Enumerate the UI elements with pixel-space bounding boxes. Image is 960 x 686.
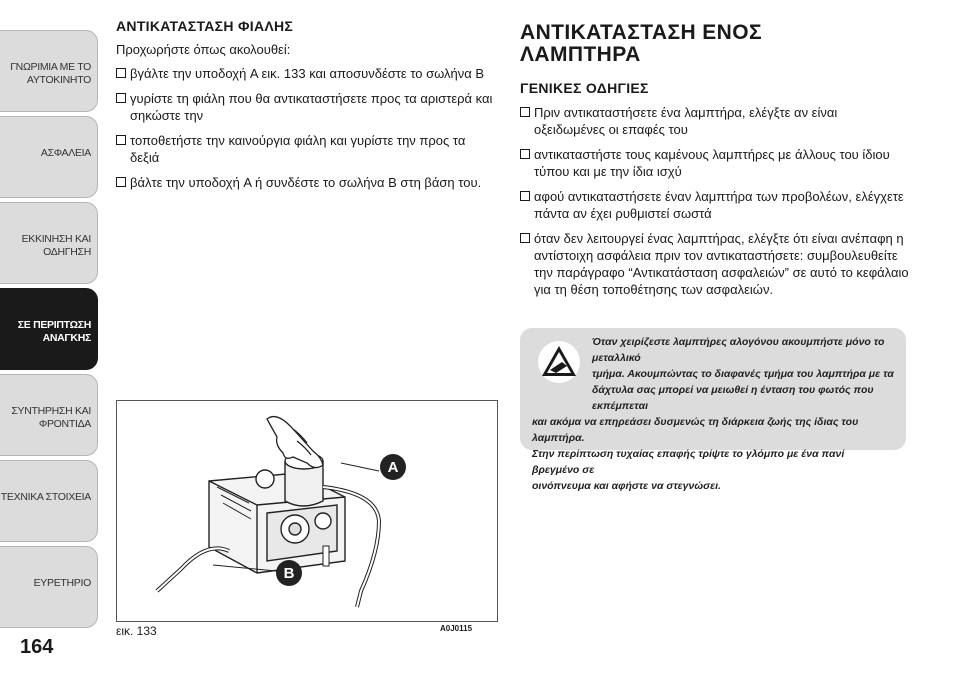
page-number: 164 — [20, 636, 54, 658]
warning-line: και ακόμα να επηρεάσει δυσμενώς τη διάρκεια ζωής της ίδιας του λαμπτήρα. — [532, 416, 859, 444]
tab-safety[interactable] — [0, 116, 98, 198]
tab-label: ΣΕ ΠΕΡΙΠΤΩΣΗ ΑΝΑΓΚΗΣ — [17, 319, 91, 344]
section-heading: ΑΝΤΙΚΑΤΑΣΤΑΣΗ ΦΙΑΛΗΣ — [116, 18, 294, 34]
label-a: A — [387, 459, 399, 476]
list-item: αντικαταστήστε τους καμένους λαμπτήρες με άλλους του ίδιου τύπου και με την ίδια ισχύ — [520, 146, 910, 180]
list-item: γυρίστε τη φιάλη που θα αντικαταστήσετε προς τα αριστερά και σηκώστε την — [116, 90, 496, 124]
warning-line: δάχτυλα σας μπορεί να μειωθεί η ένταση του φωτός που εκπέμπεται — [592, 384, 874, 412]
list-item: αφού αντικαταστήσετε έναν λαμπτήρα των προβολέων, ελέγχετε πάντα αν έχει ρυθμιστεί σωστά — [520, 188, 910, 222]
list-item: Πριν αντικαταστήσετε ένα λαμπτήρα, ελέγξτε αν είναι οξειδωμένες οι επαφές του — [520, 104, 910, 138]
figure-code: A0J0115 — [440, 624, 473, 633]
label-b: B — [283, 565, 295, 582]
list-item: βάλτε την υποδοχή A ή συνδέστε το σωλήνα B στη βάση του. — [116, 174, 496, 191]
left-column — [116, 18, 496, 199]
main-heading — [520, 22, 910, 66]
tab-technical-data[interactable] — [0, 460, 98, 542]
warning-triangle-icon — [534, 340, 584, 384]
warning-line: Στην περίπτωση τυχαίας επαφής τρίψτε το γλόμπο με ένα πανί βρεγμένο σε — [532, 448, 845, 476]
tab-getting-to-know[interactable] — [0, 30, 98, 112]
warning-text — [532, 334, 894, 494]
main-heading-line1: ΑΝΤΙΚΑΤΑΣΤΑΣΗ ΕΝΟΣ — [520, 21, 762, 44]
tab-starting-driving[interactable] — [0, 202, 98, 284]
figure-133 — [116, 400, 498, 622]
tab-emergency[interactable] — [0, 288, 98, 370]
tab-label: ΕΥΡΕΤΗΡΙΟ — [33, 577, 91, 589]
warning-line: οινόπνευμα και αφήστε να στεγνώσει. — [532, 480, 721, 492]
warning-line: τμήμα. Ακουμπώντας το διαφανές τμήμα του λαμπτήρα με τα — [592, 368, 894, 380]
leader-line-a — [341, 463, 379, 471]
tab-index[interactable] — [0, 546, 98, 628]
tab-maintenance[interactable] — [0, 374, 98, 456]
tab-label: ΣΥΝΤΗΡΗΣΗ ΚΑΙ ΦΡΟΝΤΙΔΑ — [11, 405, 91, 430]
right-column — [520, 22, 910, 306]
valve-connector — [323, 546, 329, 566]
tab-label: ΤΕΧΝΙΚΑ ΣΤΟΙΧΕΙΑ — [0, 491, 91, 503]
list-item: βγάλτε την υποδοχή A εικ. 133 και αποσυνδέστε το σωλήνα B — [116, 65, 496, 82]
subheading: ΓΕΝΙΚΕΣ ΟΔΗΓΙΕΣ — [520, 80, 649, 96]
list-item: τοποθετήστε την καινούργια φιάλη και γυρίστε την προς τα δεξιά — [116, 132, 496, 166]
step-list — [116, 65, 496, 191]
warning-box — [520, 328, 906, 492]
hose-b — [157, 548, 229, 591]
compressor-illustration — [117, 401, 497, 621]
list-item: όταν δεν λειτουργεί ένας λαμπτήρας, ελέγξτε ότι είναι ανέπαφη η αντίστοιχη ασφάλεια πριν τον αντικαταστήσετε: συμβουλευθείτε την παράγραφο “Αντικατάσταση ασφαλειών” σε αυτό το κεφάλαιο για τη θέση τοποθέτησης των ασφαλειών. — [520, 230, 910, 298]
tab-label: ΕΚΚΙΝΗΣΗ ΚΑΙ ΟΔΗΓΗΣΗ — [21, 233, 91, 258]
warning-line: Όταν χειρίζεστε λαμπτήρες αλογόνου ακουμπήστε μόνο το μεταλλικό — [592, 336, 885, 364]
figure-caption: εικ. 133 — [116, 624, 157, 638]
tab-label: ΓΝΩΡΙΜΙΑ ΜΕ ΤΟ ΑΥΤΟΚΙΝΗΤΟ — [10, 61, 91, 86]
main-heading-line2: ΛΑΜΠΤΗΡΑ — [520, 43, 641, 66]
instructions-list — [520, 104, 910, 298]
tab-label: ΑΣΦΑΛΕΙΑ — [40, 147, 91, 159]
intro-text: Προχωρήστε όπως ακολουθεί: — [116, 42, 291, 57]
